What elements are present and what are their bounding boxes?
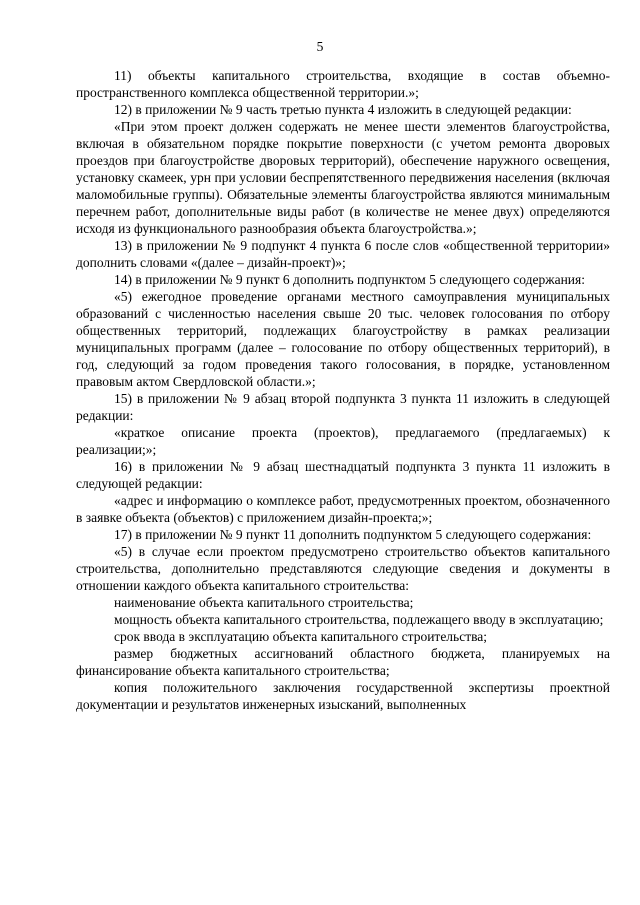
paragraph-item-17: 17) в приложении № 9 пункт 11 дополнить подпунктом 5 следующего содержания:: [114, 527, 592, 542]
paragraph-quote-subitem-5-construction: «5) в случае если проектом предусмотрено строительство объектов капитального строительства, дополнительно представляются следующие сведения и документы в отношении каждого объекта капитального строительства:: [76, 544, 610, 593]
paragraph-item-16: 16) в приложении № 9 абзац шестнадцатый подпункта 3 пункта 11 изложить в следующей редакции:: [76, 459, 610, 491]
paragraph-item-14: 14) в приложении № 9 пункт 6 дополнить подпунктом 5 следующего содержания:: [114, 272, 585, 287]
paragraph-commissioning-term: срок ввода в эксплуатацию объекта капитального строительства;: [114, 629, 488, 644]
paragraph-item-11: 11) объекты капитального строительства, входящие в состав объемно-пространственного комплекса общественной территории.»;: [76, 68, 610, 100]
paragraph-quote-subitem-5-voting: «5) ежегодное проведение органами местного самоуправления муниципальных образований с численностью населения свыше 20 тыс. человек голосования по отбору общественных территорий, подлежащих благоустройству в рамках реализации муниципальных программ (далее – голосование по отбору общественных территорий), в год, следующий за годом проведения такого голосования, в порядке, установленном правовым актом Свердловской области.»;: [76, 289, 610, 389]
paragraph-quote-short-description: «краткое описание проекта (проектов), предлагаемого (предлагаемых) к реализации;»;: [76, 425, 610, 457]
paragraph-item-12: 12) в приложении № 9 часть третью пункта 4 изложить в следующей редакции:: [114, 102, 572, 117]
paragraph-budget-allocations: размер бюджетных ассигнований областного бюджета, планируемых на финансирование объекта капитального строительства;: [76, 646, 610, 678]
page-number: 5: [316, 39, 324, 54]
paragraph-item-15: 15) в приложении № 9 абзац второй подпункта 3 пункта 11 изложить в следующей редакции:: [76, 391, 610, 423]
paragraph-object-name: наименование объекта капитального строительства;: [114, 595, 414, 610]
paragraph-quote-address-info: «адрес и информацию о комплексе работ, предусмотренных проектом, обозначенного в заявке объекта (объектов) с приложением дизайн-проекта;»;: [76, 493, 610, 525]
paragraph-item-13: 13) в приложении № 9 подпункт 4 пункта 6 после слов «общественной территории» дополнить словами «(далее – дизайн-проект)»;: [76, 238, 610, 270]
paragraph-expertise-copy: копия положительного заключения государственной экспертизы проектной документации и результатов инженерных изысканий, выполненных: [76, 680, 610, 712]
paragraph-quote-design-elements: «При этом проект должен содержать не менее шести элементов благоустройства, включая в обязательном порядке покрытие поверхности (с учетом ремонта дворовых проездов при благоустройстве дворовых территорий), обеспечение наружного освещения, установку скамеек, урн при условии беспрепятственного передвижения населения (включая маломобильные группы). Обязательные элементы благоустройства являются минимальным перечнем работ, дополнительные виды работ (в количестве не менее двух) определяются исходя из функционального разнообразия объекта благоустройства.»;: [76, 119, 610, 236]
document-body: [76, 67, 610, 713]
paragraph-object-capacity: мощность объекта капитального строительства, подлежащего вводу в эксплуатацию;: [114, 612, 604, 627]
